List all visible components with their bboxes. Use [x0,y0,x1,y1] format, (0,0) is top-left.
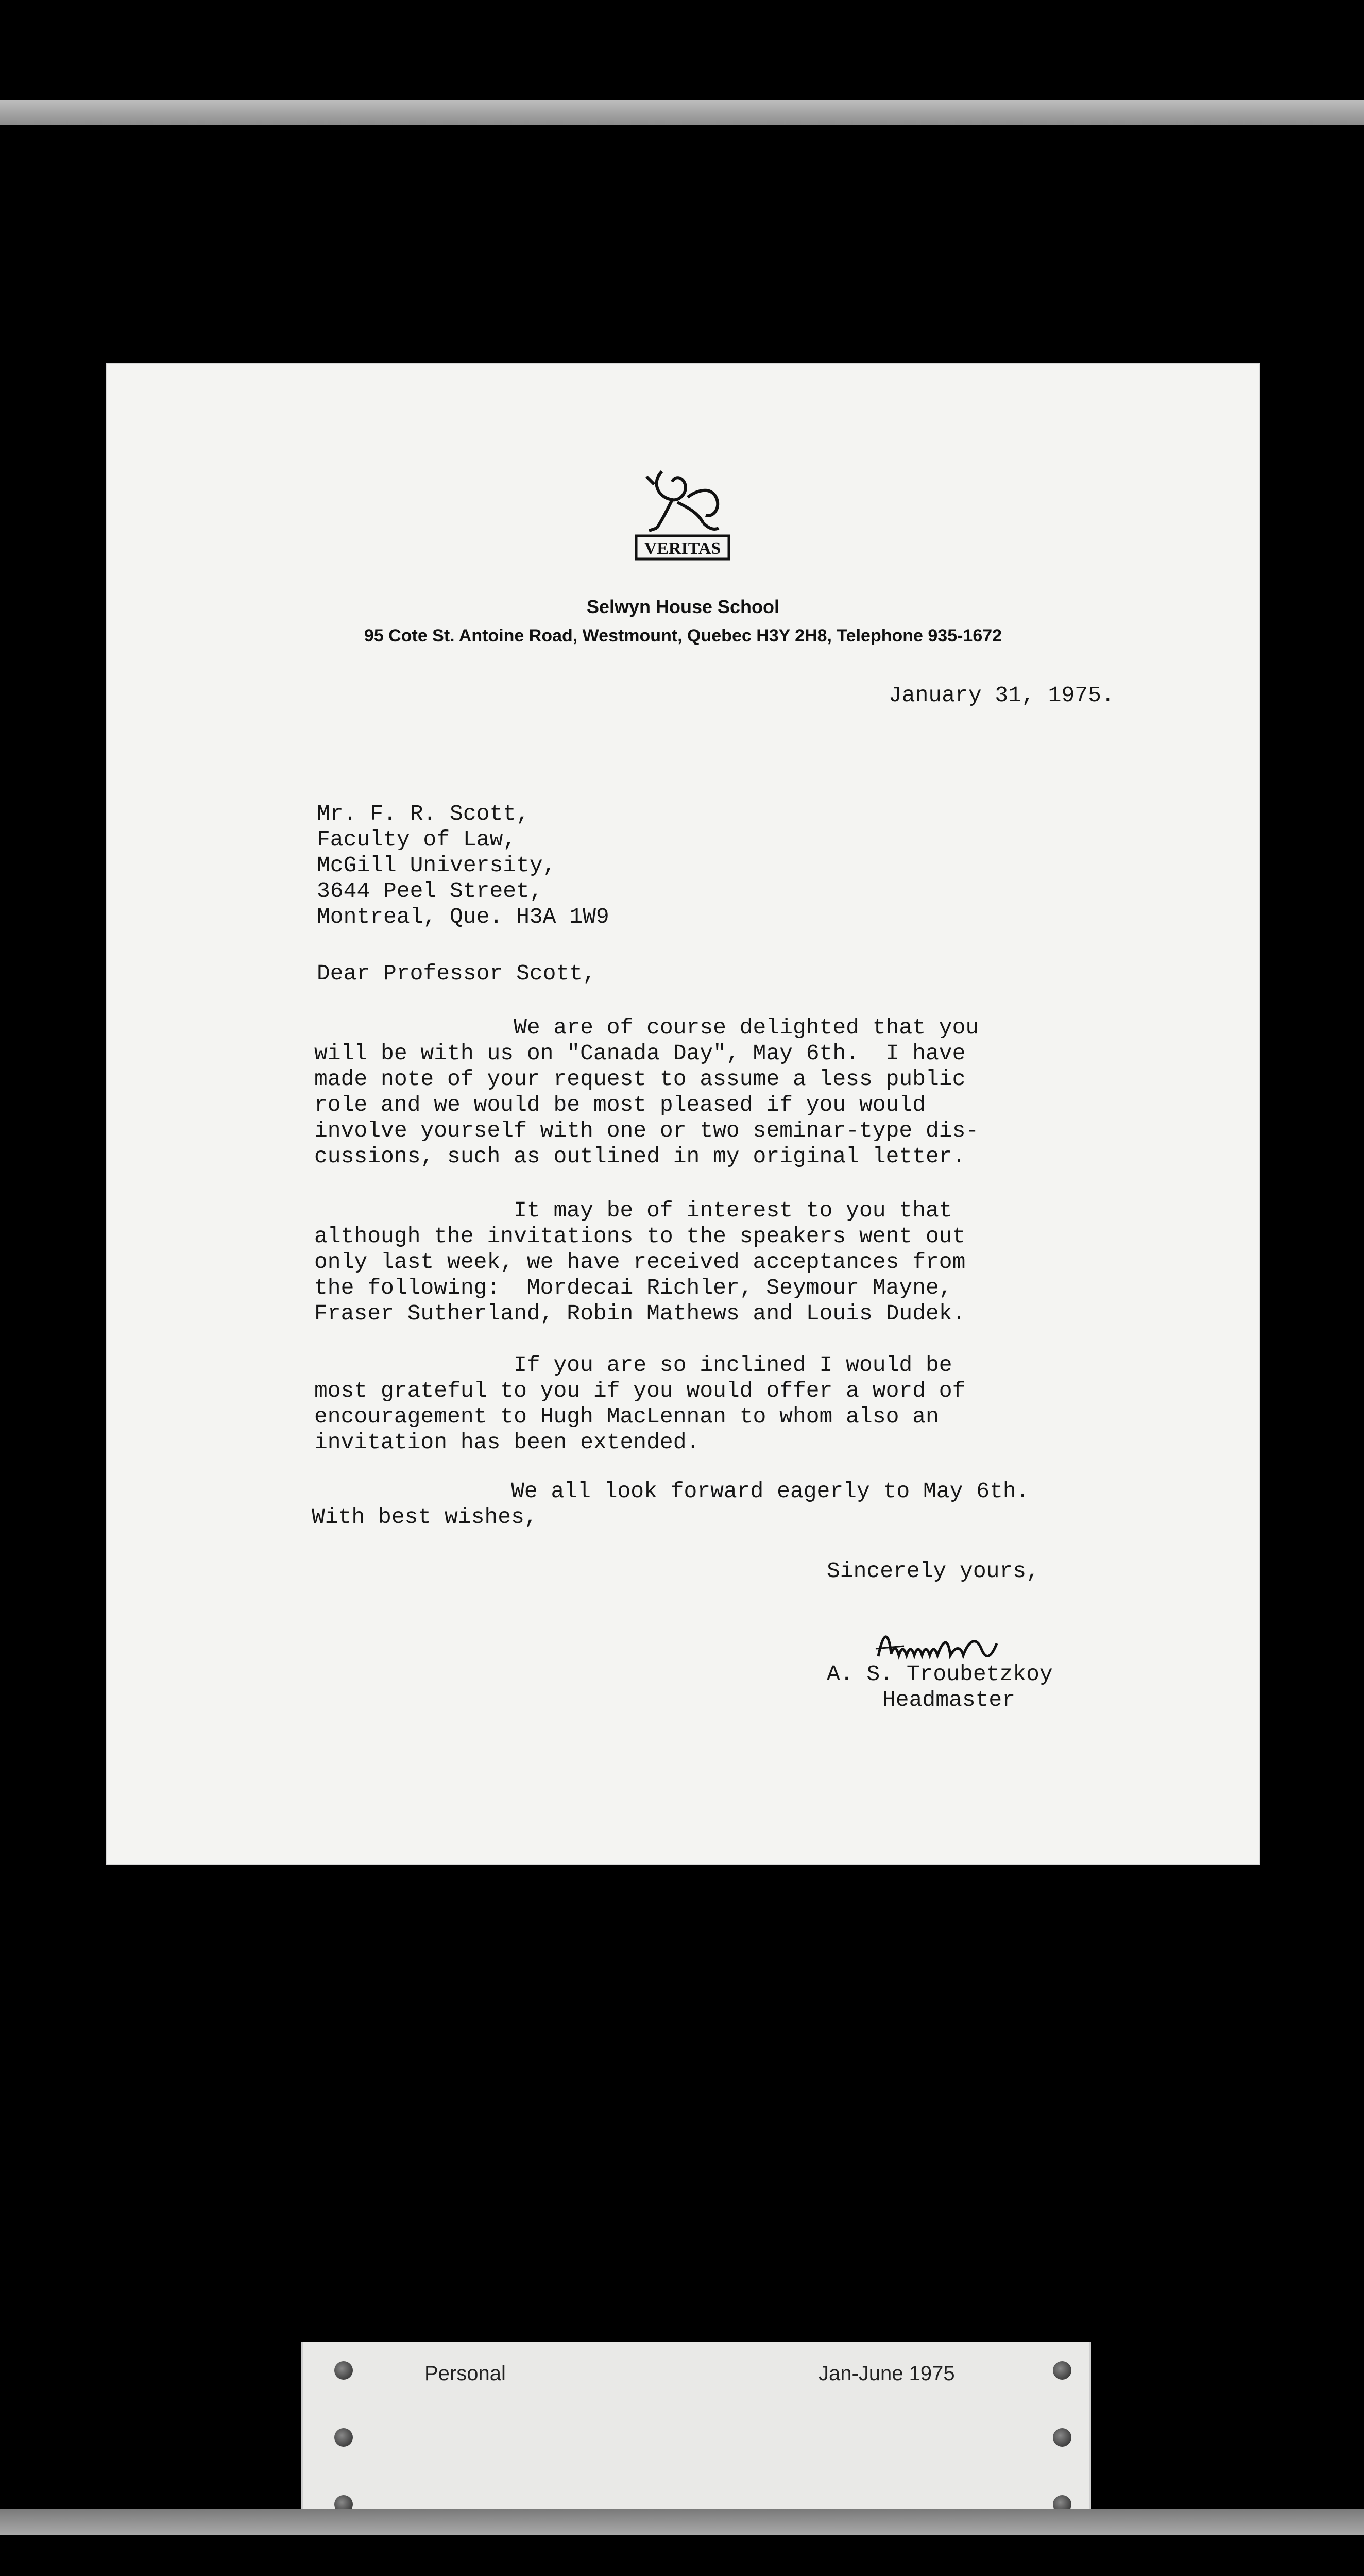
folder-label-category: Personal [424,2362,506,2385]
paragraph-4: We all look forward eagerly to May 6th. With best wishes, [312,1479,1030,1530]
film-strip-bottom [0,2509,1364,2535]
handwritten-signature [873,1625,1028,1667]
school-address: 95 Cote St. Antoine Road, Westmount, Quebec H3Y 2H8, Telephone 935-1672 [364,626,1002,646]
closing: Sincerely yours, [827,1558,1039,1584]
punch-hole-icon [1053,2361,1071,2380]
letter-date: January 31, 1975. [889,683,1115,708]
signer-title: Headmaster [882,1687,1016,1713]
film-strip-top [0,100,1364,125]
paragraph-2: It may be of interest to you that although the invitations to the speakers went out only last week, we have received acceptances from the following: Mordecai Richler, Seymour Mayne, Fraser Sutherland, Robin Mathews and Louis Dudek. [314,1198,966,1326]
school-name: Selwyn House School [586,596,780,617]
addressee-block: Mr. F. R. Scott, Faculty of Law, McGill University, 3644 Peel Street, Montreal, Que. H3A 1W9 [317,801,609,929]
punch-hole-icon [1053,2428,1071,2447]
folder-label-date-range: Jan-June 1975 [819,2362,955,2385]
punch-hole-icon [334,2428,353,2447]
punch-hole-icon [334,2361,353,2380]
signer-name: A. S. Troubetzkoy [827,1662,1053,1687]
paragraph-3: If you are so inclined I would be most grateful to you if you would offer a word of encouragement to Hugh MacLennan to whom also an invitation has been extended. [314,1352,966,1455]
salutation: Dear Professor Scott, [317,961,596,986]
letter-page [106,363,1260,1865]
folder-label [301,2342,1091,2535]
svg-text:VERITAS: VERITAS [644,539,721,558]
paragraph-1: We are of course delighted that you will be with us on "Canada Day", May 6th. I have made note of your request to assume a less public role and we would be most pleased if you would involve yourself with one or two seminar-type dis- cussions, such as outlined in my original letter. [314,1015,979,1169]
lion-crest-logo [631,461,734,564]
